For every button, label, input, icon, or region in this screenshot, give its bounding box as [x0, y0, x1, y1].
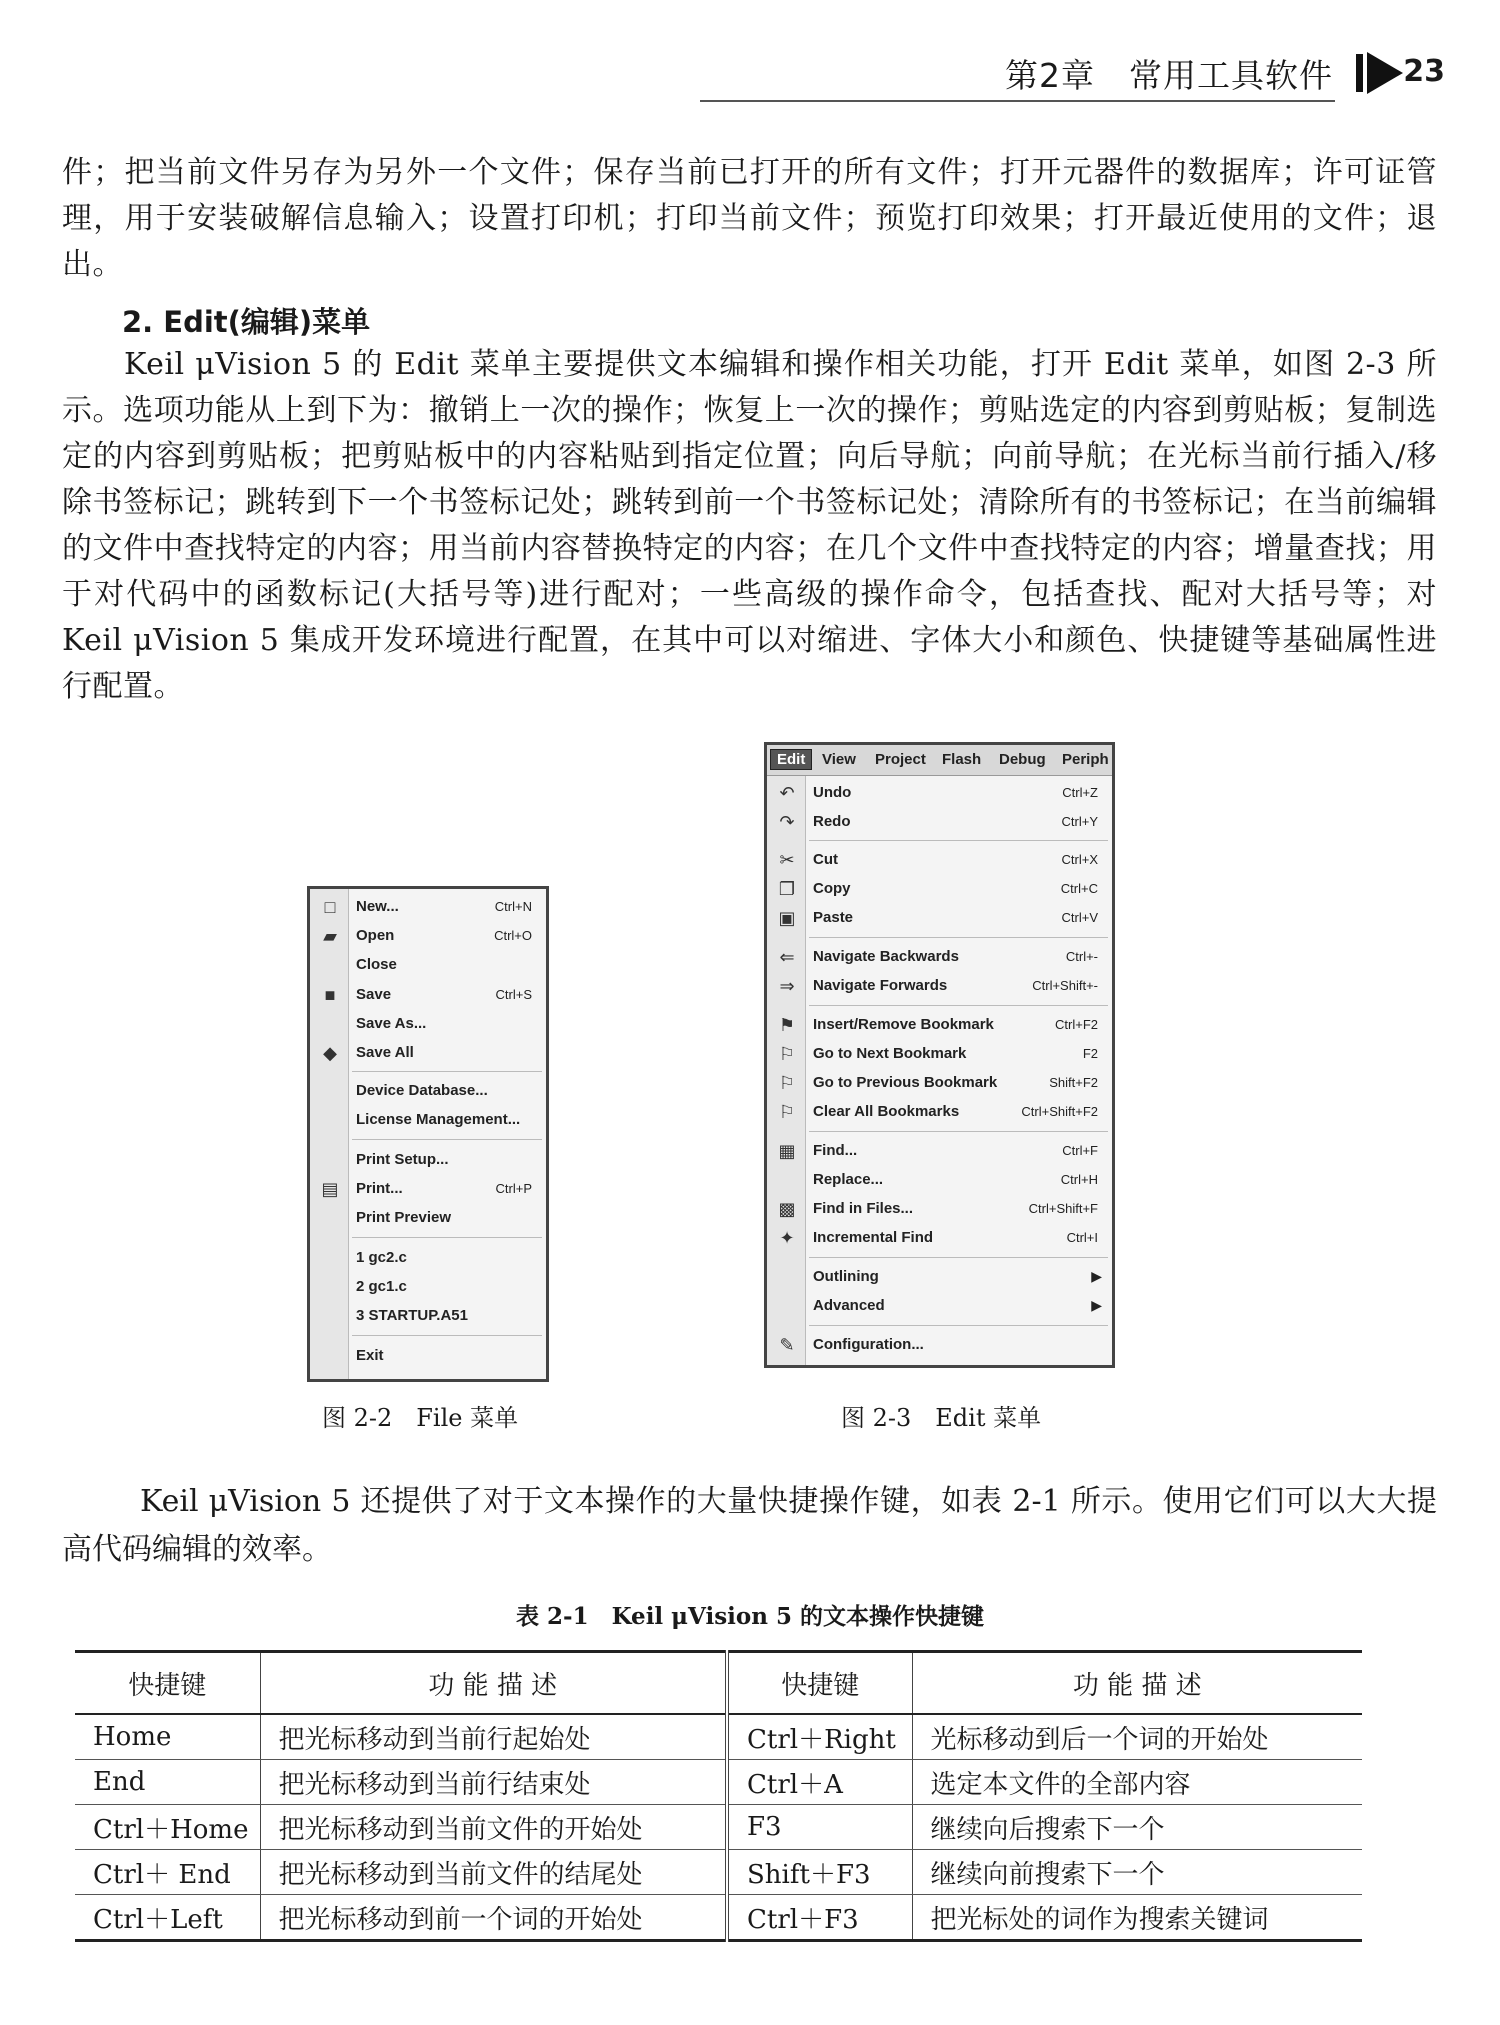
menu-separator [352, 1071, 542, 1072]
shortcut-description: 把光标移动到当前文件的开始处 [260, 1805, 727, 1850]
header-bar-mark [1356, 54, 1363, 92]
paragraph-file-menu-end: 件；把当前文件另存为另外一个文件；保存当前已打开的所有文件；打开元器件的数据库；许可证管理，用于安装破解信息输入；设置打印机；打印当前文件；预览打印效果；打开最近使用的文件；退出。 [62, 155, 1437, 282]
edit-menu-item-clear-bookmarks[interactable]: ⚐ Clear All Bookmarks Ctrl+Shift+F2 [767, 1100, 1112, 1126]
figure-caption-2-2: 图 2-2 File 菜单 [322, 1404, 519, 1432]
menu-separator [809, 1325, 1108, 1326]
paste-icon: ▣ [778, 908, 796, 928]
shortcut-key: F3 [727, 1805, 912, 1850]
menu-separator [352, 1335, 542, 1336]
printer-icon: ▤ [321, 1179, 339, 1199]
menu-bar [767, 745, 1112, 776]
shortcut-description: 把光标移动到当前行结束处 [260, 1760, 727, 1805]
file-menu-item-save-as[interactable]: Save As... [356, 1015, 427, 1032]
edit-menu-item-advanced[interactable]: Advanced ▶ [813, 1297, 1102, 1314]
find-in-files-icon: ▩ [778, 1199, 796, 1219]
save-icon: ■ [324, 985, 336, 1005]
file-menu-item-recent-2[interactable]: 2 gc1.c [356, 1278, 407, 1295]
table-header-row [75, 1652, 1362, 1715]
shortcut-description: 继续向前搜索下一个 [912, 1850, 1362, 1895]
edit-menu-item-paste[interactable]: ▣ Paste Ctrl+V [767, 906, 1112, 932]
menu-separator [352, 1139, 542, 1140]
menubar-debug[interactable]: Debug [999, 751, 1046, 768]
edit-menu-item-outlining[interactable]: Outlining ▶ [813, 1268, 1102, 1285]
table-row [75, 1805, 1362, 1850]
bookmark-flag-icon: ⚑ [778, 1015, 796, 1035]
menu-separator [809, 937, 1108, 938]
menu-separator [809, 1257, 1108, 1258]
incremental-find-icon: ✦ [779, 1228, 795, 1248]
scissors-icon: ✂ [779, 850, 795, 870]
edit-menu-item-redo[interactable]: ↷ Redo Ctrl+Y [767, 810, 1112, 836]
table-row [75, 1850, 1362, 1895]
edit-menu-item-find[interactable]: ▦ Find... Ctrl+F [767, 1139, 1112, 1165]
edit-menu-item-undo[interactable]: ↶ Undo Ctrl+Z [767, 781, 1112, 807]
arrow-left-icon: ⇐ [779, 947, 795, 967]
shortcut-key: Shift＋F3 [727, 1850, 912, 1895]
edit-menu-item-navigate-backwards[interactable]: ⇐ Navigate Backwards Ctrl+- [767, 945, 1112, 971]
paragraph-shortcuts-intro: Keil μVision 5 还提供了对于文本操作的大量快捷操作键，如表 2-1 所示。使用它们可以大大提高代码编辑的效率。 [62, 1484, 1437, 1567]
shortcut-key: Ctrl＋Left [75, 1895, 260, 1941]
menu-separator [809, 1005, 1108, 1006]
table-title: 表 2-1 Keil μVision 5 的文本操作快捷键 [516, 1603, 984, 1630]
shortcut-description: 把光标处的词作为搜索关键词 [912, 1895, 1362, 1941]
column-header: 功 能 描 述 [260, 1652, 727, 1715]
file-menu-item-recent-1[interactable]: 1 gc2.c [356, 1249, 407, 1266]
header-rule [700, 100, 1335, 102]
file-menu-item-open[interactable]: ▰ Open Ctrl+O [310, 924, 546, 950]
shortcut-key: Home [75, 1714, 260, 1760]
find-icon: ▦ [778, 1141, 796, 1161]
shortcut-description: 继续向后搜索下一个 [912, 1805, 1362, 1850]
table-row [75, 1760, 1362, 1805]
edit-menu-item-insert-remove-bookmark[interactable]: ⚑ Insert/Remove Bookmark Ctrl+F2 [767, 1013, 1112, 1039]
column-header: 快捷键 [727, 1652, 912, 1715]
column-header: 功 能 描 述 [912, 1652, 1362, 1715]
clear-bookmarks-icon: ⚐ [778, 1102, 796, 1122]
shortcut-key: Ctrl＋A [727, 1760, 912, 1805]
file-menu-item-device-database[interactable]: Device Database... [356, 1082, 488, 1099]
open-folder-icon: ▰ [323, 926, 337, 946]
submenu-arrow-icon: ▶ [1091, 1297, 1102, 1313]
header-arrow-icon [1367, 52, 1403, 94]
menubar-edit[interactable]: Edit [770, 749, 812, 770]
file-menu-screenshot [307, 886, 549, 1382]
file-menu-item-print-preview[interactable]: Print Preview [356, 1209, 452, 1226]
shortcut-key: End [75, 1760, 260, 1805]
menu-separator [809, 840, 1108, 841]
file-menu-item-save-all[interactable]: ◆ Save All [310, 1041, 546, 1067]
next-bookmark-icon: ⚐ [778, 1044, 796, 1064]
menubar-flash[interactable]: Flash [942, 751, 982, 768]
shortcut-description: 把光标移动到前一个词的开始处 [260, 1895, 727, 1941]
file-menu-item-recent-3[interactable]: 3 STARTUP.A51 [356, 1307, 468, 1324]
shortcut-table [75, 1650, 1362, 1942]
file-menu-item-print[interactable]: ▤ Print... Ctrl+P [310, 1177, 546, 1203]
edit-menu-item-next-bookmark[interactable]: ⚐ Go to Next Bookmark F2 [767, 1042, 1112, 1068]
menu-separator [352, 1237, 542, 1238]
wrench-icon: ✎ [779, 1335, 795, 1355]
submenu-arrow-icon: ▶ [1091, 1268, 1102, 1284]
section-heading-edit-menu: 2. Edit(编辑)菜单 [122, 305, 371, 339]
table-row [75, 1895, 1362, 1941]
edit-menu-item-copy[interactable]: ❐ Copy Ctrl+C [767, 877, 1112, 903]
shortcut-key: Ctrl＋Home [75, 1805, 260, 1850]
arrow-right-icon: ⇒ [779, 976, 795, 996]
edit-menu-item-find-in-files[interactable]: ▩ Find in Files... Ctrl+Shift+F [767, 1197, 1112, 1223]
shortcut-key: Ctrl＋F3 [727, 1895, 912, 1941]
menubar-project[interactable]: Project [875, 751, 926, 768]
edit-menu-item-cut[interactable]: ✂ Cut Ctrl+X [767, 848, 1112, 874]
edit-menu-item-previous-bookmark[interactable]: ⚐ Go to Previous Bookmark Shift+F2 [767, 1071, 1112, 1097]
file-menu-item-license-management[interactable]: License Management... [356, 1111, 521, 1128]
edit-menu-item-configuration[interactable]: ✎ Configuration... [767, 1333, 1112, 1359]
file-menu-item-new[interactable]: □ New... Ctrl+N [310, 895, 546, 921]
shortcut-key: Ctrl＋Right [727, 1714, 912, 1760]
shortcut-key: Ctrl＋ End [75, 1850, 260, 1895]
page-number: 23 [1403, 54, 1445, 89]
shortcut-description: 把光标移动到当前行起始处 [260, 1714, 727, 1760]
menubar-view[interactable]: View [822, 751, 856, 768]
table-row [75, 1714, 1362, 1760]
column-header: 快捷键 [75, 1652, 260, 1715]
shortcut-description: 光标移动到后一个词的开始处 [912, 1714, 1362, 1760]
shortcut-description: 把光标移动到当前文件的结尾处 [260, 1850, 727, 1895]
menu-separator [809, 1131, 1108, 1132]
new-file-icon: □ [324, 897, 336, 917]
paragraph-edit-menu: Keil μVision 5 的 Edit 菜单主要提供文本编辑和操作相关功能，打开 Edit 菜单，如图 2-3 所示。选项功能从上到下为：撤销上一次的操作；恢复上一次的操作；剪贴选定的内容到剪贴板；复制选定的内容到剪贴板；把剪贴板中的内容粘贴到指定位置；向后导航；向前导航；在光标当前行插入/移除书签标记；跳转到下一个书签标记处；跳转到前一个书签标记处；清除所有的书签标记；在当前编辑的文件中查找特定的内容；用当前内容替换特定的内容；在几个文件中查找特定的内容；增量查找；用于对代码中的函数标记(大括号等)进行配对；一些高级的操作命令，包括查找、配对大括号等；对 Keil μVision 5 集成开发环境进行配置，在其中可以对缩进、字体大小和颜色、快捷键等基础属性进行配置。 [62, 347, 1437, 704]
edit-menu-item-navigate-forwards[interactable]: ⇒ Navigate Forwards Ctrl+Shift+- [767, 974, 1112, 1000]
menubar-periph[interactable]: Periph [1062, 751, 1109, 768]
previous-bookmark-icon: ⚐ [778, 1073, 796, 1093]
copy-icon: ❐ [778, 879, 796, 899]
page-header [60, 38, 1445, 108]
file-menu-item-save[interactable]: ■ Save Ctrl+S [310, 983, 546, 1009]
file-menu-item-print-setup[interactable]: Print Setup... [356, 1151, 449, 1168]
file-menu-item-exit[interactable]: Exit [356, 1347, 384, 1364]
save-all-icon: ◆ [323, 1043, 337, 1063]
shortcut-description: 选定本文件的全部内容 [912, 1760, 1362, 1805]
figure-caption-2-3: 图 2-3 Edit 菜单 [841, 1404, 1042, 1432]
edit-menu-item-incremental-find[interactable]: ✦ Incremental Find Ctrl+I [767, 1226, 1112, 1252]
edit-menu-screenshot [764, 742, 1115, 1368]
redo-icon: ↷ [779, 812, 795, 832]
chapter-title: 第2章 常用工具软件 [1005, 56, 1333, 95]
edit-menu-item-replace[interactable]: Replace... Ctrl+H [813, 1171, 1098, 1188]
undo-icon: ↶ [779, 783, 795, 803]
file-menu-item-close[interactable]: Close [356, 956, 397, 973]
